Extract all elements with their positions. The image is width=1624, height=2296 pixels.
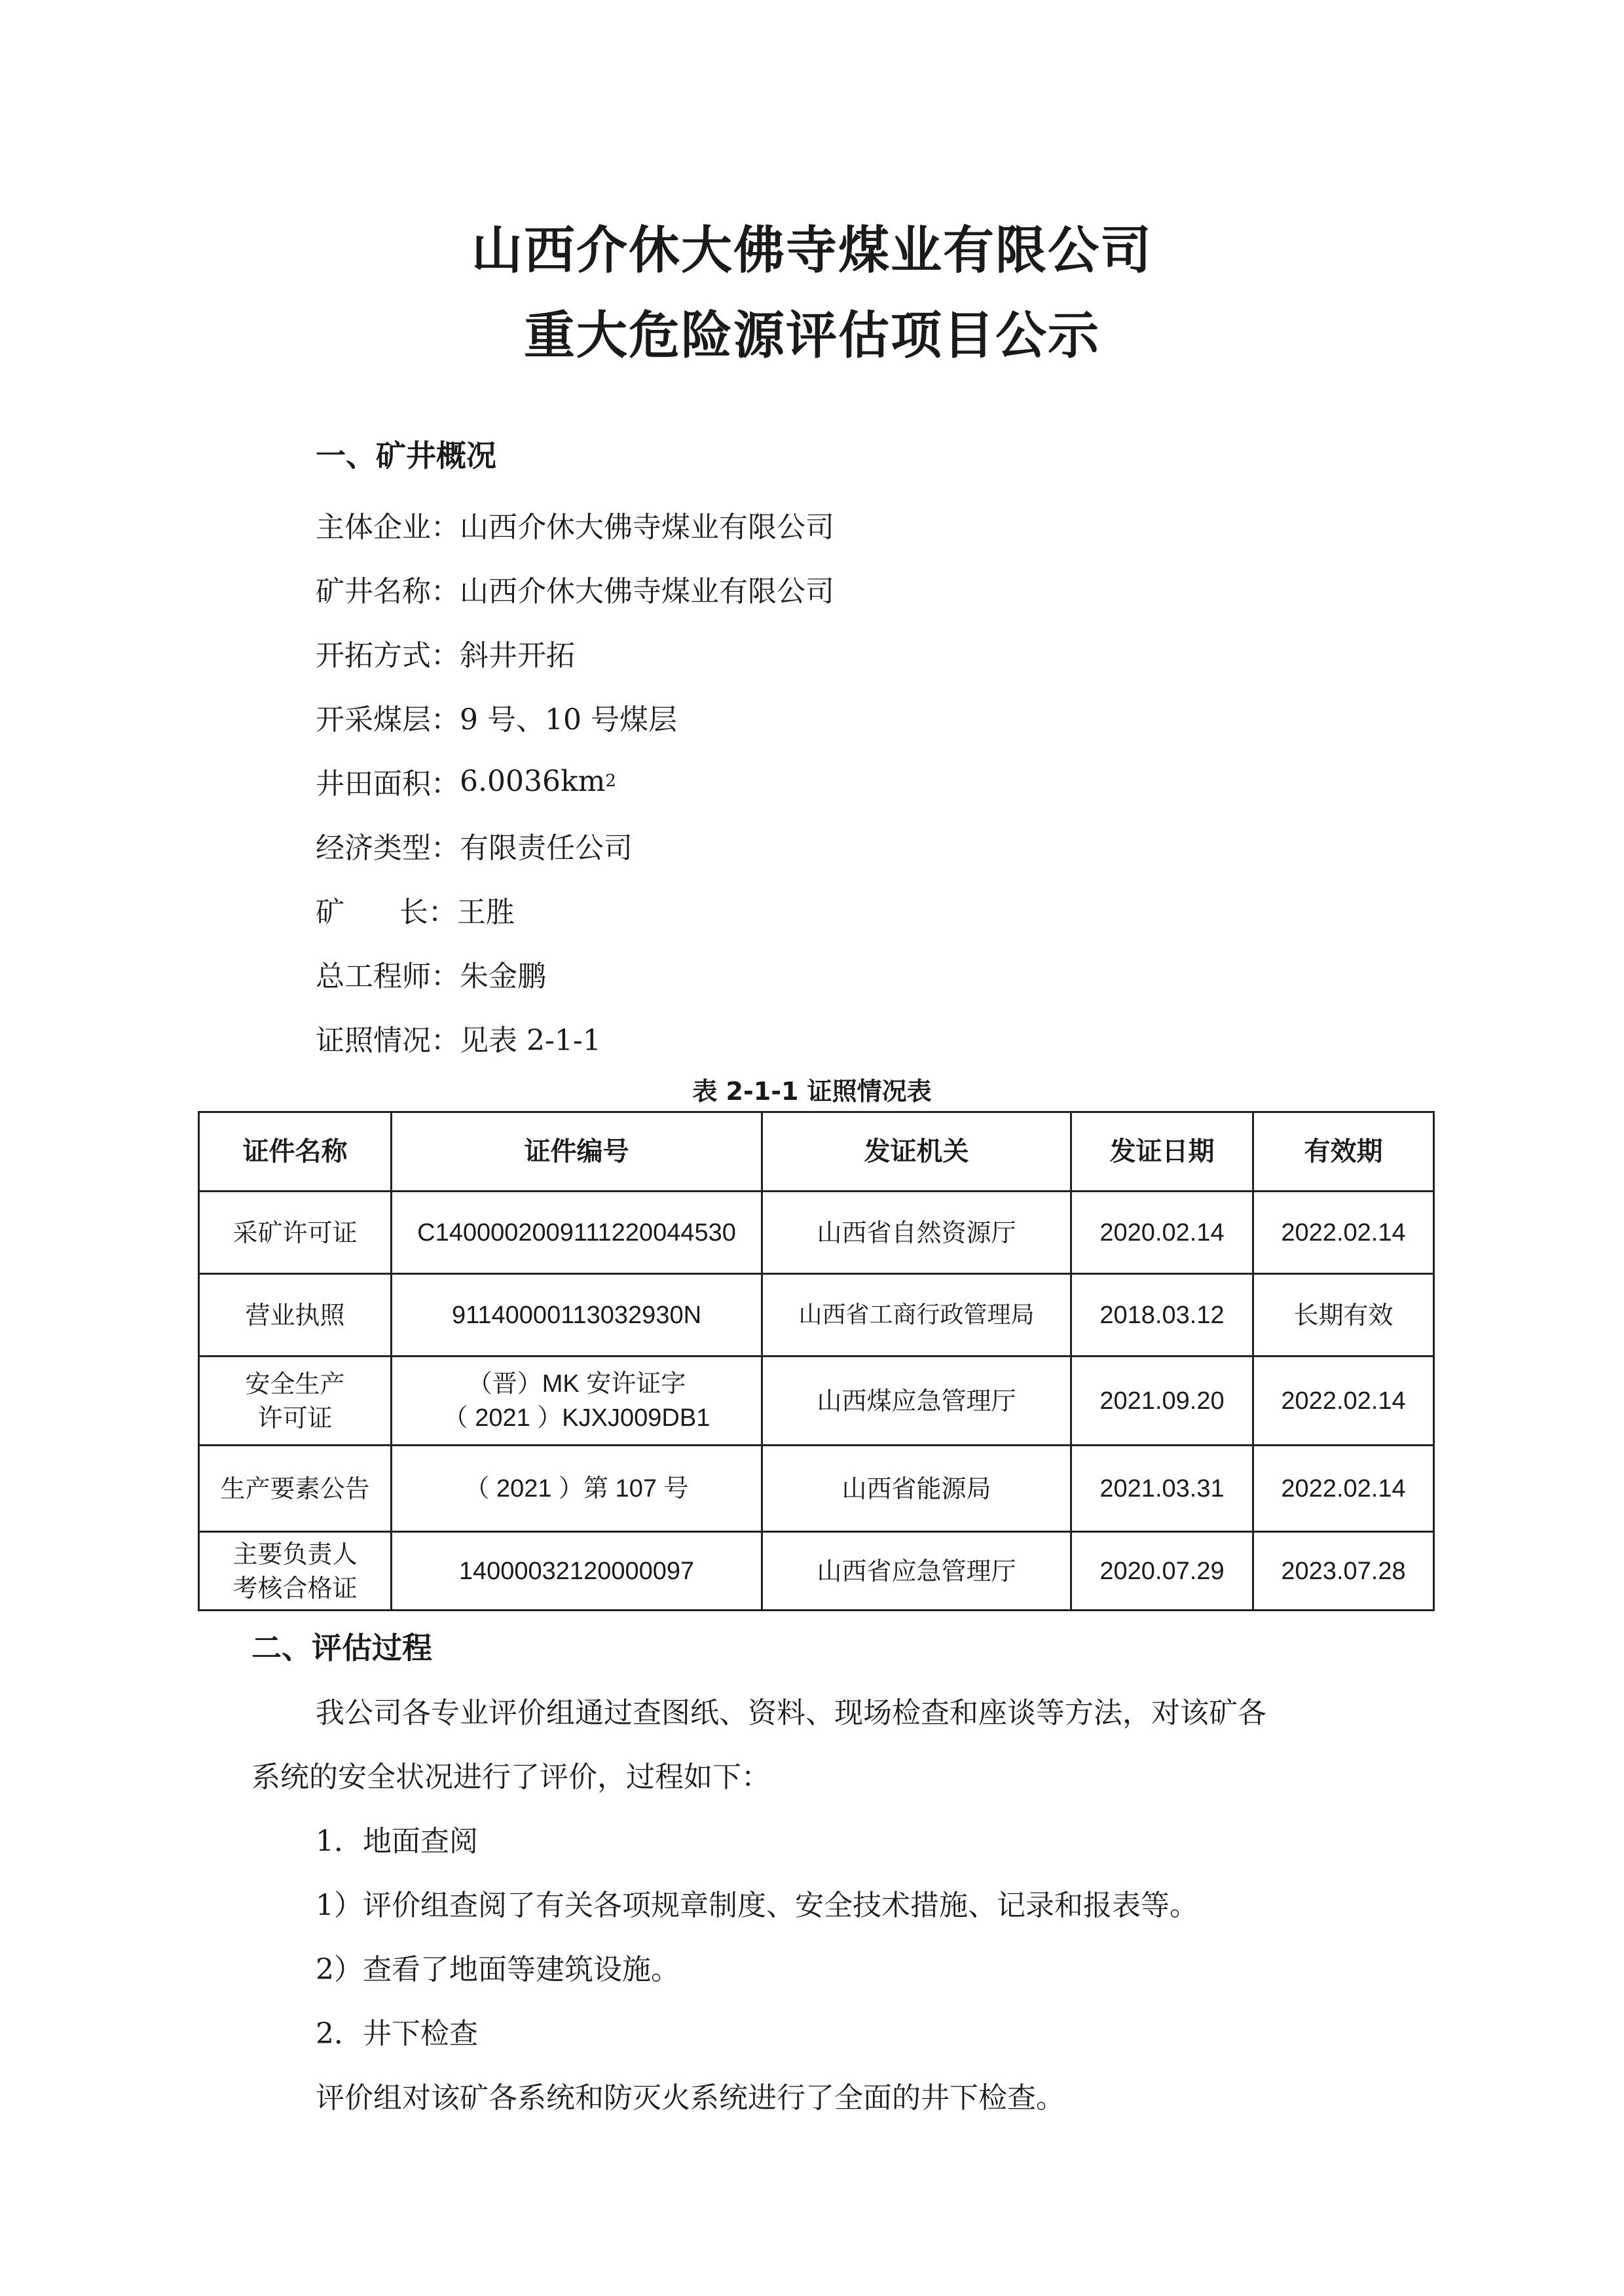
cell-cert-number: （ 2021 ）第 107 号: [392, 1446, 762, 1532]
info-row-development-method: [316, 621, 834, 685]
cell-valid-until: 2022.02.14: [1253, 1446, 1434, 1532]
info-label: 井田面积：: [316, 767, 460, 801]
info-label: 证照情况：: [316, 1024, 460, 1057]
info-value: 6.0036km: [460, 764, 606, 798]
table-row: [199, 1532, 1434, 1611]
step-2-heading: 2．井下检查: [316, 2017, 478, 2050]
info-row-mine-director: [316, 877, 834, 941]
column-header: 发证日期: [1071, 1112, 1253, 1192]
assessment-intro-line-1: 我公司各专业评价组通过查图纸、资料、现场检查和座谈等方法，对该矿各: [316, 1696, 1266, 1730]
cell-cert-name: 安全生产 许可证: [199, 1357, 392, 1446]
table-caption: 表 2-1-1 证照情况表: [692, 1077, 932, 1106]
cell-authority: 山西省能源局: [762, 1446, 1071, 1532]
info-value: 山西介休大佛寺煤业有限公司: [460, 575, 834, 608]
cell-valid-until: 2023.07.28: [1253, 1532, 1434, 1611]
document-title-line-1: 山西介休大佛寺煤业有限公司: [471, 221, 1153, 280]
document-title-line-2: 重大危险源评估项目公示: [523, 306, 1100, 365]
mine-overview-list: [316, 492, 834, 1070]
cell-cert-name: 生产要素公告: [199, 1446, 392, 1532]
cell-valid-until: 长期有效: [1253, 1274, 1434, 1357]
step-1-item-2: 2）查看了地面等建筑设施。: [316, 1953, 680, 1986]
cell-cert-number: 14000032120000097: [392, 1532, 762, 1611]
info-value: 朱金鹏: [460, 960, 546, 993]
info-value: 9 号、10 号煤层: [460, 703, 677, 737]
info-row-mine-name: [316, 556, 834, 621]
info-label: 经济类型：: [316, 831, 460, 865]
cell-issue-date: 2021.09.20: [1071, 1357, 1253, 1446]
info-value: 山西介休大佛寺煤业有限公司: [460, 511, 834, 544]
cell-cert-number: C1400002009111220044530: [392, 1192, 762, 1274]
cell-authority: 山西省应急管理厅: [762, 1532, 1071, 1611]
cell-cert-name: 主要负责人 考核合格证: [199, 1532, 392, 1611]
info-row-certificates: [316, 1006, 834, 1070]
info-row-chief-engineer: [316, 941, 834, 1006]
cell-cert-number: （晋）MK 安许证字 （ 2021 ）KJXJ009DB1: [392, 1357, 762, 1446]
info-value: 王胜: [456, 896, 515, 929]
certificate-table: [198, 1111, 1435, 1611]
step-2-text: 评价组对该矿各系统和防灭火系统进行了全面的井下检查。: [316, 2081, 1065, 2115]
info-label: 主体企业：: [316, 511, 460, 544]
info-label: 矿 长：: [316, 896, 457, 929]
info-label: 矿井名称：: [316, 575, 460, 608]
cell-cert-name: 营业执照: [199, 1274, 392, 1357]
info-row-coal-seams: [316, 685, 834, 749]
cell-issue-date: 2020.02.14: [1071, 1192, 1253, 1274]
cell-issue-date: 2020.07.29: [1071, 1532, 1253, 1611]
info-label: 开采煤层：: [316, 703, 460, 737]
column-header: 有效期: [1253, 1112, 1434, 1192]
info-label: 总工程师：: [316, 960, 460, 993]
cell-authority: 山西省自然资源厅: [762, 1192, 1071, 1274]
info-row-enterprise: [316, 492, 834, 556]
step-1-item-1: 1）评价组查阅了有关各项规章制度、安全技术措施、记录和报表等。: [316, 1889, 1198, 1922]
info-row-field-area: [316, 749, 834, 813]
cell-authority: 山西煤应急管理厅: [762, 1357, 1071, 1446]
info-value: 有限责任公司: [460, 831, 633, 865]
area-unit-superscript: 2: [605, 771, 616, 791]
column-header: 证件编号: [392, 1112, 762, 1192]
cell-valid-until: 2022.02.14: [1253, 1192, 1434, 1274]
info-row-economic-type: [316, 813, 834, 877]
cell-issue-date: 2021.03.31: [1071, 1446, 1253, 1532]
table-row: [199, 1192, 1434, 1274]
table-row: [199, 1357, 1434, 1446]
cell-cert-name: 采矿许可证: [199, 1192, 392, 1274]
cell-issue-date: 2018.03.12: [1071, 1274, 1253, 1357]
column-header: 证件名称: [199, 1112, 392, 1192]
info-value: 斜井开拓: [460, 639, 575, 672]
table-row: [199, 1274, 1434, 1357]
section-1-heading: 一、矿井概况: [316, 438, 496, 473]
assessment-intro-line-2: 系统的安全状况进行了评价，过程如下：: [251, 1760, 770, 1794]
table-row: [199, 1446, 1434, 1532]
cell-cert-number: 91140000113032930N: [392, 1274, 762, 1357]
cell-valid-until: 2022.02.14: [1253, 1357, 1434, 1446]
info-value: 见表 2-1-1: [460, 1024, 601, 1057]
column-header: 发证机关: [762, 1112, 1071, 1192]
section-2-heading: 二、评估过程: [251, 1630, 432, 1666]
table-header-row: [199, 1112, 1434, 1192]
info-label: 开拓方式：: [316, 639, 460, 672]
step-1-heading: 1．地面查阅: [316, 1825, 478, 1858]
cell-authority: 山西省工商行政管理局: [762, 1274, 1071, 1357]
